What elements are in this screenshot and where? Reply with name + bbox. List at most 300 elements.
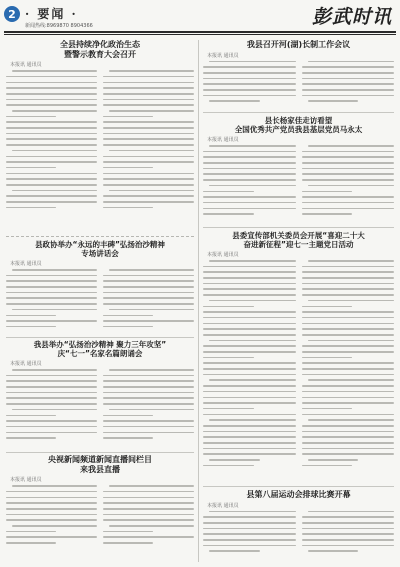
article	[203, 231, 394, 481]
text-line	[203, 311, 296, 313]
text-line	[203, 397, 296, 399]
text-line	[302, 362, 395, 364]
text-column	[103, 269, 194, 332]
text-line	[302, 414, 395, 416]
text-line	[103, 138, 194, 140]
text-line	[103, 392, 194, 394]
text-line	[203, 95, 296, 97]
article-divider	[6, 236, 194, 237]
text-line	[6, 297, 97, 299]
text-line	[6, 386, 97, 388]
text-line	[103, 167, 153, 169]
article-body	[203, 260, 394, 470]
text-line	[6, 437, 56, 439]
text-line	[6, 178, 97, 180]
text-line	[302, 402, 395, 404]
text-column	[6, 269, 97, 332]
text-line	[203, 414, 296, 416]
text-line	[203, 533, 296, 535]
text-line	[209, 340, 296, 342]
text-line	[308, 260, 395, 262]
text-line	[103, 280, 194, 282]
text-line	[302, 78, 395, 80]
text-line	[203, 425, 296, 427]
text-line	[302, 179, 395, 181]
text-line	[302, 311, 395, 313]
text-line	[6, 286, 97, 288]
text-line	[308, 61, 395, 63]
text-line	[103, 397, 194, 399]
text-line	[6, 76, 97, 78]
text-column	[203, 145, 296, 219]
text-line	[203, 89, 296, 91]
text-line	[6, 397, 97, 399]
text-line	[6, 380, 97, 382]
article-headline: 我县召开河(湖)长制工作会议	[246, 40, 351, 49]
text-line	[103, 420, 194, 422]
text-line	[109, 525, 194, 527]
text-line	[209, 145, 296, 147]
text-line	[6, 127, 97, 129]
article-headline: 县政协举办“永远的丰碑”弘扬治沙精神 专场讲话会	[35, 240, 165, 258]
text-column	[302, 511, 395, 557]
text-column	[302, 260, 395, 470]
text-line	[103, 320, 194, 322]
text-line	[203, 288, 296, 290]
text-line	[203, 191, 254, 193]
text-line	[203, 202, 296, 204]
text-line	[6, 415, 56, 417]
text-line	[103, 531, 153, 533]
text-line	[203, 78, 296, 80]
text-line	[302, 317, 395, 319]
text-line	[6, 133, 97, 135]
text-line	[6, 156, 97, 158]
article	[6, 240, 194, 335]
text-line	[203, 196, 296, 198]
text-line	[302, 191, 353, 193]
text-line	[209, 379, 296, 381]
article-headline: 县长杨家佳走访看望 全国优秀共产党员我县基层党员马永太	[234, 116, 363, 134]
article-body	[6, 70, 194, 212]
text-line	[203, 408, 254, 410]
text-line	[109, 409, 194, 411]
text-line	[103, 292, 194, 294]
text-line	[203, 351, 296, 353]
text-line	[103, 386, 194, 388]
text-line	[209, 511, 296, 513]
text-line	[302, 83, 395, 85]
column-divider	[198, 40, 199, 562]
text-line	[302, 539, 395, 541]
text-line	[12, 485, 97, 487]
text-line	[308, 185, 395, 187]
text-line	[203, 271, 296, 273]
text-line	[6, 531, 56, 533]
masthead-logo: 彭武时讯	[311, 6, 392, 28]
article-headline: 全县持续净化政治生态 暨警示教育大会召开	[60, 40, 140, 59]
text-line	[103, 207, 153, 209]
text-line	[103, 514, 194, 516]
text-line	[12, 70, 97, 72]
text-line	[302, 306, 353, 308]
text-line	[6, 121, 97, 123]
text-line	[308, 300, 395, 302]
text-line	[203, 391, 296, 393]
text-line	[308, 550, 359, 552]
section-title: · 要闻 ·	[25, 7, 78, 21]
text-line	[203, 431, 296, 433]
text-line	[302, 95, 395, 97]
text-line	[6, 508, 97, 510]
text-line	[203, 539, 296, 541]
text-line	[6, 315, 56, 317]
text-line	[6, 292, 97, 294]
article	[6, 340, 194, 450]
text-line	[302, 448, 395, 450]
text-line	[103, 156, 194, 158]
text-line	[203, 294, 296, 296]
text-line	[203, 328, 296, 330]
text-line	[103, 116, 153, 118]
text-line	[6, 82, 97, 84]
text-line	[103, 133, 194, 135]
article-body	[203, 145, 394, 219]
text-line	[308, 419, 395, 421]
text-line	[203, 156, 296, 158]
text-line	[302, 294, 395, 296]
text-line	[203, 334, 296, 336]
text-line	[302, 277, 395, 279]
text-line	[6, 275, 97, 277]
text-line	[6, 116, 56, 118]
text-line	[12, 369, 97, 371]
text-line	[209, 61, 296, 63]
text-line	[203, 317, 296, 319]
text-line	[209, 260, 296, 262]
text-line	[302, 545, 395, 547]
text-line	[203, 168, 296, 170]
article	[6, 455, 194, 562]
text-line	[203, 436, 296, 438]
article-byline: 本报讯 通讯员	[10, 361, 42, 367]
text-line	[103, 93, 194, 95]
article-body	[203, 61, 394, 107]
text-line	[302, 345, 395, 347]
text-line	[203, 465, 254, 467]
text-line	[302, 208, 395, 210]
text-line	[302, 516, 395, 518]
text-line	[109, 369, 194, 371]
header-rule-thin	[4, 34, 396, 35]
text-line	[302, 374, 395, 376]
text-line	[203, 323, 296, 325]
text-line	[6, 138, 97, 140]
article-headline: 我县举办“弘扬治沙精神 聚力三年攻坚” 庆“七一”名家名篇朗诵会	[33, 340, 167, 358]
text-line	[103, 286, 194, 288]
text-line	[302, 328, 395, 330]
header-rule	[4, 31, 396, 33]
text-line	[6, 303, 97, 305]
text-line	[103, 380, 194, 382]
text-line	[209, 300, 296, 302]
text-column	[203, 511, 296, 557]
text-line	[12, 190, 97, 192]
article-byline: 本报讯 通讯员	[207, 137, 239, 143]
text-line	[209, 550, 260, 552]
text-line	[103, 542, 153, 544]
text-line	[6, 326, 56, 328]
text-line	[308, 100, 359, 102]
article-divider	[6, 452, 194, 453]
text-line	[103, 536, 194, 538]
text-line	[203, 179, 296, 181]
article-headline: 央视新闻频道新闻直播间栏目 来我县直播	[48, 455, 152, 474]
article-headline: 县第八届运动会排球比赛开幕	[246, 490, 351, 499]
text-column	[6, 485, 97, 548]
text-line	[302, 425, 395, 427]
text-line	[203, 83, 296, 85]
text-line	[6, 167, 56, 169]
text-line	[6, 432, 97, 434]
text-line	[203, 453, 296, 455]
text-line	[302, 266, 395, 268]
text-line	[103, 326, 153, 328]
text-line	[203, 545, 296, 547]
text-line	[103, 508, 194, 510]
text-line	[6, 420, 97, 422]
text-line	[302, 408, 353, 410]
text-line	[103, 173, 194, 175]
text-line	[302, 72, 395, 74]
text-line	[302, 436, 395, 438]
article-divider	[203, 486, 394, 487]
text-line	[302, 431, 395, 433]
text-line	[12, 269, 97, 271]
text-line	[103, 201, 194, 203]
text-line	[203, 516, 296, 518]
text-line	[103, 502, 194, 504]
article-byline: 本报讯 通讯员	[10, 477, 42, 484]
text-line	[6, 542, 56, 544]
text-line	[6, 104, 97, 106]
text-line	[203, 66, 296, 68]
hotline-text: 新闻热线:8969870 8904366	[25, 23, 93, 29]
text-line	[6, 536, 97, 538]
text-line	[103, 161, 194, 163]
text-line	[103, 297, 194, 299]
page-number-badge: 2	[4, 6, 20, 22]
text-line	[302, 397, 395, 399]
text-line	[103, 104, 194, 106]
text-line	[308, 459, 359, 461]
text-line	[308, 145, 395, 147]
text-line	[12, 309, 97, 311]
text-line	[103, 491, 194, 493]
text-line	[109, 485, 194, 487]
text-line	[103, 426, 194, 428]
text-column	[103, 70, 194, 212]
text-line	[103, 303, 194, 305]
text-line	[302, 162, 395, 164]
article-body	[6, 485, 194, 548]
text-line	[12, 110, 97, 112]
text-line	[6, 392, 97, 394]
text-line	[302, 271, 395, 273]
text-line	[308, 340, 395, 342]
text-line	[103, 432, 194, 434]
text-line	[103, 82, 194, 84]
page-header	[0, 0, 400, 34]
text-line	[103, 87, 194, 89]
text-line	[203, 448, 296, 450]
text-line	[103, 519, 194, 521]
text-line	[203, 162, 296, 164]
text-line	[109, 110, 194, 112]
text-line	[302, 528, 395, 530]
text-line	[302, 156, 395, 158]
text-line	[302, 533, 395, 535]
article-byline: 本报讯 通讯员	[10, 261, 42, 267]
text-line	[6, 514, 97, 516]
text-line	[6, 144, 97, 146]
text-line	[12, 150, 97, 152]
text-line	[103, 144, 194, 146]
text-line	[6, 201, 97, 203]
text-column	[6, 369, 97, 443]
text-line	[6, 403, 97, 405]
text-line	[6, 375, 97, 377]
text-line	[109, 70, 194, 72]
text-line	[209, 100, 260, 102]
text-line	[6, 497, 97, 499]
text-line	[109, 269, 194, 271]
text-line	[109, 190, 194, 192]
article-divider	[203, 227, 394, 228]
text-line	[103, 437, 153, 439]
text-line	[203, 213, 254, 215]
text-line	[103, 195, 194, 197]
text-line	[6, 502, 97, 504]
text-line	[6, 519, 97, 521]
text-line	[6, 207, 56, 209]
text-line	[302, 385, 395, 387]
article-headline: 县委宣传部机关委员会开展“喜迎二十大 奋进新征程”迎七一主题党日活动	[232, 231, 365, 249]
article-body	[6, 269, 194, 332]
text-line	[302, 442, 395, 444]
text-line	[103, 178, 194, 180]
text-line	[302, 357, 353, 359]
text-line	[103, 99, 194, 101]
text-line	[203, 151, 296, 153]
text-line	[302, 351, 395, 353]
text-line	[109, 150, 194, 152]
text-line	[302, 151, 395, 153]
article-byline: 本报讯 通讯员	[207, 252, 239, 258]
text-line	[203, 173, 296, 175]
text-line	[6, 280, 97, 282]
text-line	[103, 76, 194, 78]
article	[6, 40, 194, 233]
text-line	[203, 283, 296, 285]
text-line	[302, 391, 395, 393]
text-column	[6, 70, 97, 212]
text-line	[302, 173, 395, 175]
text-line	[203, 442, 296, 444]
text-line	[103, 315, 153, 317]
article	[203, 116, 394, 224]
text-line	[302, 283, 395, 285]
article	[203, 40, 394, 110]
text-line	[203, 362, 296, 364]
text-line	[6, 99, 97, 101]
text-line	[12, 409, 97, 411]
text-line	[203, 528, 296, 530]
text-line	[209, 419, 296, 421]
article-body	[6, 369, 194, 443]
article-divider	[203, 112, 394, 113]
text-line	[203, 374, 296, 376]
text-line	[103, 127, 194, 129]
text-line	[302, 368, 395, 370]
article-byline: 本报讯 通讯员	[10, 62, 42, 69]
text-line	[302, 168, 395, 170]
text-line	[6, 87, 97, 89]
text-line	[6, 161, 97, 163]
text-line	[103, 184, 194, 186]
text-line	[302, 522, 395, 524]
text-line	[203, 385, 296, 387]
text-column	[302, 145, 395, 219]
article-byline: 本报讯 通讯员	[207, 502, 239, 509]
text-line	[302, 465, 353, 467]
article	[203, 490, 394, 562]
text-line	[103, 497, 194, 499]
text-line	[103, 121, 194, 123]
text-line	[203, 402, 296, 404]
text-column	[103, 369, 194, 443]
text-line	[6, 93, 97, 95]
text-line	[203, 368, 296, 370]
text-line	[308, 511, 395, 513]
text-line	[302, 66, 395, 68]
text-line	[203, 208, 296, 210]
text-line	[103, 415, 153, 417]
text-line	[109, 309, 194, 311]
text-line	[203, 357, 254, 359]
text-line	[203, 522, 296, 524]
text-line	[103, 275, 194, 277]
text-line	[203, 72, 296, 74]
text-line	[6, 173, 97, 175]
text-column	[302, 61, 395, 107]
article-divider	[6, 337, 194, 338]
text-line	[6, 426, 97, 428]
text-line	[6, 184, 97, 186]
article-byline: 本报讯 通讯员	[207, 52, 239, 59]
text-line	[308, 379, 395, 381]
text-line	[12, 525, 97, 527]
text-line	[203, 306, 254, 308]
text-line	[6, 195, 97, 197]
text-line	[203, 345, 296, 347]
text-column	[203, 260, 296, 470]
text-line	[6, 320, 97, 322]
text-line	[302, 202, 395, 204]
text-line	[302, 334, 395, 336]
text-line	[302, 213, 353, 215]
text-line	[209, 459, 260, 461]
